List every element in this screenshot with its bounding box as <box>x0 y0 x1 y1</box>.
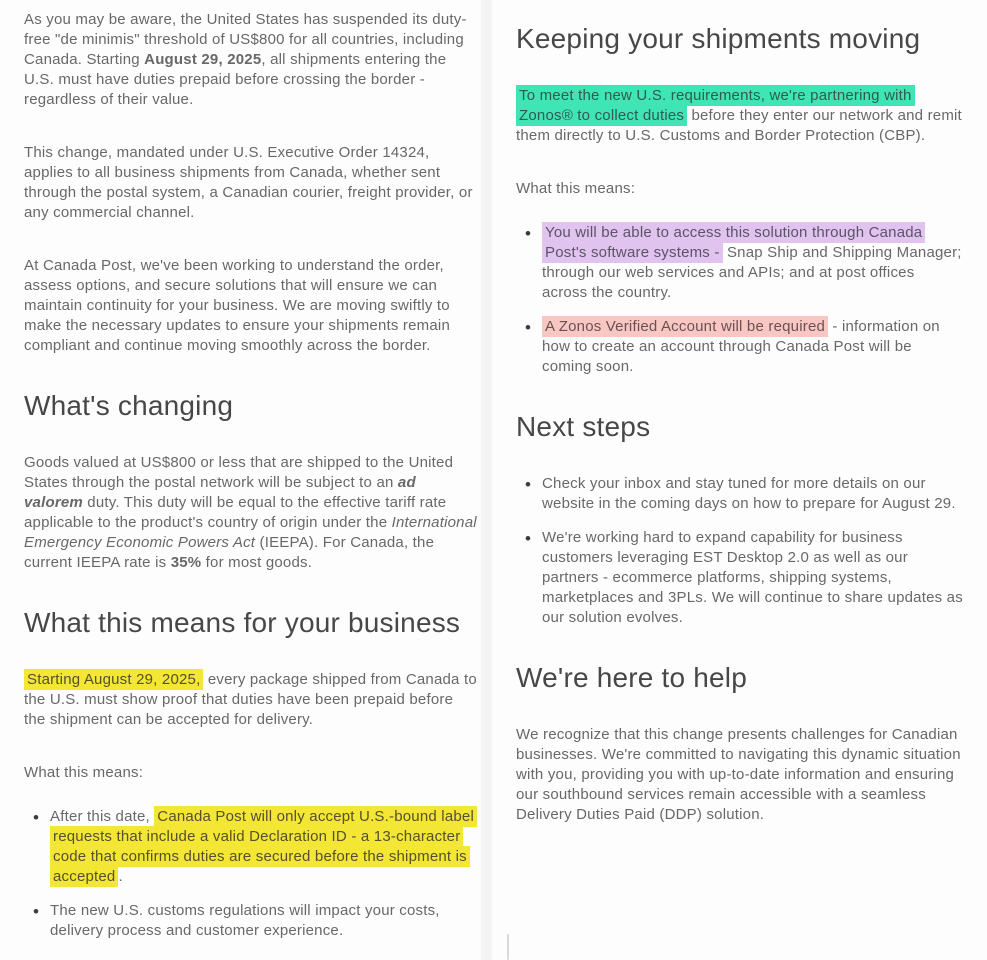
starting-date-paragraph: Starting August 29, 2025, every package shipped from Canada to the U.S. must show proof that duties have been prepaid before the shipment can be accepted for delivery. <box>24 671 477 728</box>
bullet-software-access: • You will be able to access this solution through Canada Post's software systems - Snap Ship and Shipping Manager; through our web services and APIs; and at post offices across the country. <box>516 223 963 303</box>
right-bullet-list <box>516 223 963 377</box>
zonos-partnership-paragraph: To meet the new U.S. requirements, we're partnering with Zonos® to collect duties before they enter our network and remit them directly to U.S. Customs and Border Protection (CBP). <box>516 87 962 144</box>
intro-paragraph: As you may be aware, the United States has suspended its duty-free "de minimis" threshold of US$800 for all countries, including Canada. Starting August 29, 2025, all shipments entering the U.S. must have duties prepaid before crossing the border - regardless of their value. <box>24 11 467 108</box>
heading-next-steps: Next steps <box>516 411 651 442</box>
heading-whats-changing: What's changing <box>24 390 234 421</box>
right-column <box>492 0 987 858</box>
text-segment: To meet the new U.S. requirements, we're partnering with Zonos® to collect duties <box>516 85 915 126</box>
heading-here-to-help: We're here to help <box>516 662 748 693</box>
column-gutter <box>481 0 492 960</box>
heading-what-this-means-business: What this means for your business <box>24 607 461 638</box>
next-steps-bullet-list <box>516 474 963 628</box>
left-column <box>0 0 481 960</box>
page-divider-mark <box>507 934 509 960</box>
bullet-check-inbox: • Check your inbox and stay tuned for more details on our website in the coming days on how to prepare for August 29. <box>516 474 963 514</box>
text-segment: A Zonos Verified Account will be required <box>542 316 828 337</box>
here-to-help-paragraph: We recognize that this change presents challenges for Canadian businesses. We're committed to navigating this dynamic situation with you, providing you with up-to-date information and ensuring our southbound services remain accessible with a seamless Delivery Duties Paid (DDP) solution. <box>516 726 961 823</box>
executive-order-paragraph: This change, mandated under U.S. Executive Order 14324, applies to all business shipments from Canada, whether sent through the postal system, a Canadian courier, freight provider, or any commercial channel. <box>24 144 473 221</box>
text-segment: Canada Post will only accept U.S.-bound label requests that include a valid Declaration ID - a 13-character code that confirms duties are secured before the shipment is accepted <box>50 806 477 887</box>
text-segment: International Emergency Economic Powers Act <box>24 514 477 551</box>
bullet-expand-capability: • We're working hard to expand capability for business customers leveraging EST Desktop 2.0 as well as our partners - ecommerce platforms, shipping systems, marketplaces and 3PLs. We will continue to share updates as our solution evolves. <box>516 528 963 628</box>
text-segment: ad valorem <box>24 474 416 511</box>
text-segment: August 29, 2025 <box>144 51 262 68</box>
ad-valorem-paragraph: Goods valued at US$800 or less that are shipped to the United States through the postal network will be subject to an ad valorem duty. This duty will be equal to the effective tariff rate applicable to the product's country of origin under the International Emergency Economic Powers Act (IEEPA). For Canada, the current IEEPA rate is 35% for most goods. <box>24 454 477 571</box>
bullet-zonos-account: • A Zonos Verified Account will be required - information on how to create an account through Canada Post will be coming soon. <box>516 317 963 377</box>
text-segment: 35% <box>170 554 202 571</box>
text-segment: You will be able to access this solution through Canada Post's software systems - <box>542 222 925 263</box>
left-bullet-list <box>24 807 478 941</box>
heading-keeping-shipments-moving: Keeping your shipments moving <box>516 23 921 54</box>
what-this-means-label-left: What this means: <box>24 764 144 781</box>
bullet-customs-impact: • The new U.S. customs regulations will impact your costs, delivery process and customer experience. <box>24 901 478 941</box>
bullet-declaration-id: • After this date, Canada Post will only accept U.S.-bound label requests that include a valid Declaration ID - a 13-character code that confirms duties are secured before the shipment is accepted . <box>24 807 478 887</box>
what-this-means-label-right: What this means: <box>516 180 636 197</box>
canada-post-response-paragraph: At Canada Post, we've been working to understand the order, assess options, and secure solutions that will ensure we can maintain continuity for your business. We are moving swiftly to make the necessary updates to ensure your shipments remain compliant and continue moving smoothly across the border. <box>24 257 450 354</box>
text-segment: Starting August 29, 2025, <box>24 669 203 690</box>
